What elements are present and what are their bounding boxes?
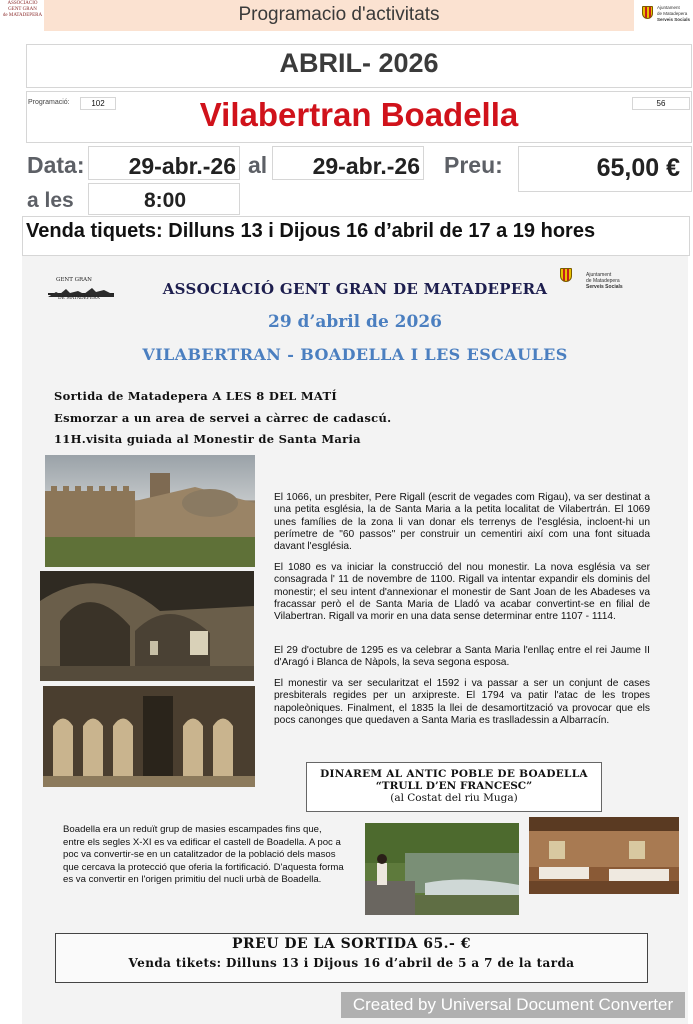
schedule-line: Esmorzar a un area de servei a càrrec de cadascú. <box>54 411 392 425</box>
boadella-description: Boadella era un reduït grup de masies escampades fins que, entre els segles X-XI es va edificar el castell de Boadella. A poc a poc va convertir-se en un catalitzador de la població dels masos que cercava la protecció que oferia la fortificació. D'aquesta forma es va convertir en l'origen primitiu del nucli urbà de Boadella. <box>63 824 344 885</box>
monastery-exterior-photo <box>45 455 255 567</box>
logo-text-line: Ajuntament <box>586 272 612 278</box>
cloister-arches-photo <box>43 686 255 787</box>
time-label: a les <box>27 189 74 212</box>
page-title: Programacio d'activitats <box>238 4 440 25</box>
cloister-interior-photo <box>40 571 254 681</box>
programacio-number-field[interactable]: 102 <box>80 97 116 110</box>
schedule-line: Sortida de Matadepera A LES 8 DEL MATÍ <box>54 389 338 403</box>
dinner-title: DINAREM AL ANTIC POBLE DE BOADELLA <box>320 768 588 780</box>
logo-text-line: GENT GRAN <box>56 277 92 283</box>
schedule-line: 11H.visita guiada al Monestir de Santa Maria <box>54 432 361 446</box>
programacio-secondary-field[interactable]: 56 <box>632 97 690 110</box>
ajuntament-logo <box>640 2 692 32</box>
association-logo <box>0 0 45 28</box>
river-terrace-photo <box>365 823 519 915</box>
restaurant-name: “TRULL D’EN FRANCESC” <box>375 780 533 792</box>
logo-text-line: de MATADEPERA <box>2 13 43 18</box>
destination-title: Vilabertran Boadella <box>199 96 519 133</box>
logo-text-line: Serveis Socials <box>657 17 691 22</box>
history-paragraph: El 1066, un presbiter, Pere Rigall (escrit de vegades com Rigau), va ser destinat a una petita església, la de Santa Maria a la petita localitat de Vilabertrán. El 1069 unes famílies de la zona li van donar els terrenys de l'església, incloent-hi un perímetre de "60 passos" per construir un cementiri així com una font situada davant l'església. <box>274 492 650 553</box>
ticket-sales-schedule: Venda tikets: Dilluns 13 i Dijous 16 d’abril de 5 a 7 de la tarda <box>128 956 575 970</box>
price-value: 65,00 € <box>596 154 680 182</box>
association-title: ASSOCIACIÓ GENT GRAN DE MATADEPERA <box>162 280 548 298</box>
time-value: 8:00 <box>143 189 186 212</box>
preu-label: Preu: <box>444 152 503 178</box>
restaurant-location: (al Costat del riu Muga) <box>390 792 518 804</box>
coat-of-arms-icon <box>642 6 653 19</box>
logo-text-line: GENT GRAN <box>8 7 37 12</box>
trip-date-title: 29 d’abril de 2026 <box>267 312 442 332</box>
logo-text-line: DE MATADEPERA <box>58 296 100 301</box>
month-title: ABRIL- 2026 <box>279 48 439 78</box>
trip-price: PREU DE LA SORTIDA 65.- € <box>231 936 471 952</box>
logo-text-line: ASSOCIACIO <box>7 1 38 6</box>
route-title: VILABERTRAN - BOADELLA I LES ESCAULES <box>142 345 568 364</box>
logo-text-line: de Matadepera <box>586 278 620 284</box>
programacio-label: Programació: <box>28 99 70 106</box>
end-date-value: 29-abr.-26 <box>312 153 420 179</box>
history-paragraph: El 1080 es va iniciar la construcció del nou monestir. La nova església va ser consagrada l' 11 de novembre de 1100. Rigall va intentar expandir els dominis del monestir; el seu intent d'annexionar el monestir de Sant Joan de les Abadeses va fracassar però el de Santa Maria de Lladó va acabar convertint-se en filial de Vilabertran. Rigall va morir en una data sense determinar entre 1107 - 1114. <box>274 562 650 623</box>
restaurant-interior-photo <box>529 817 679 894</box>
logo-text-line: de Matadepera <box>657 11 688 16</box>
logo-text-line: Serveis Socials <box>586 284 623 290</box>
data-label: Data: <box>27 152 85 178</box>
start-date-value: 29-abr.-26 <box>128 153 236 179</box>
ticket-sales-info: Venda tiquets: Dilluns 13 i Dijous 16 d’abril de 17 a 19 hores <box>26 220 596 242</box>
converter-watermark: Created by Universal Document Converter <box>341 992 685 1018</box>
logo-text-line: Ajuntament <box>657 5 680 10</box>
history-paragraph: El monestir va ser secularitzat el 1592 i va passar a ser un conjunt de cases presbiterals regides per un arxipreste. El 1794 va patir l'atac de les tropes napoleòniques. Finalment, el 1835 la llei de desamortització va provocar que els pocs canonges que quedaven a Santa Maria es traslladessin a Albarracín. <box>274 678 650 726</box>
al-label: al <box>248 152 268 178</box>
history-paragraph: El 29 d'octubre de 1295 es va celebrar a Santa Maria l'enllaç entre el rei Jaume II d'Aragó i Blanca de Nàpols, la seva segona esposa. <box>274 645 650 669</box>
